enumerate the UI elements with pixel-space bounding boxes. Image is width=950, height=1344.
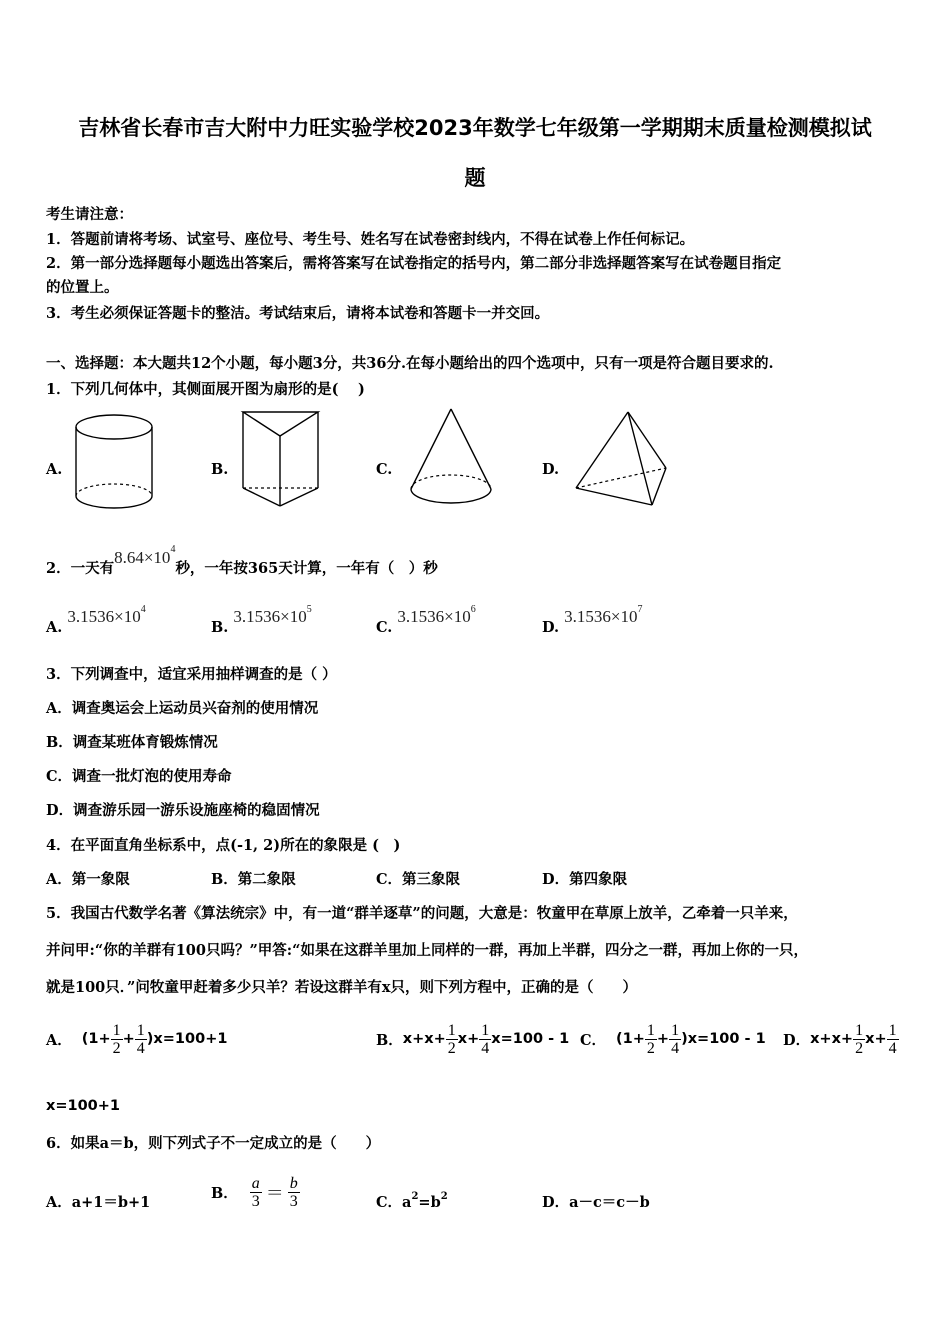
q4-option-b: B．第二象限	[211, 871, 296, 888]
q3-option-c: C．调查一批灯泡的使用寿命	[46, 768, 232, 785]
notice-item-3: 3．考生必须保证答题卡的整洁。考试结束后，请将本试卷和答题卡一并交回。	[46, 305, 550, 322]
q2-option-b: B. $3.1536\times 10^5$	[211, 604, 312, 636]
q6-option-d: D．a－c＝c－b	[542, 1194, 650, 1211]
notice-item-1: 1．答题前请将考场、试室号、座位号、考生号、姓名写在试卷密封线内，不得在试卷上作任何标记。	[46, 231, 695, 248]
q5-option-d: D． x+x+ $\frac{1}{2}$ x+ $\frac{1}{4}$	[783, 1021, 897, 1057]
q1-option-a-label: A.	[46, 461, 63, 478]
q3-option-b: B．调查某班体育锻炼情况	[46, 734, 218, 751]
q5-stem-line2: 并问甲:“你的羊群有100只吗？”甲答:“如果在这群羊里加上同样的一群，再加上半群，四分之一群，再加上你的一只，	[46, 942, 808, 959]
q2-stem-pre: 2．一天有	[46, 560, 115, 577]
q6-option-a: A．a+1＝b+1	[46, 1194, 151, 1211]
q1-stem: 1．下列几何体中，其侧面展开图为扇形的是( )	[46, 381, 365, 398]
triangular-pyramid-figure	[570, 408, 674, 512]
section-heading: 一、选择题：本大题共12个小题，每小题3分，共36分.在每小题给出的四个选项中，只有一项是符合题目要求的.	[46, 355, 774, 372]
exam-title-line1: 吉林省长春市吉大附中力旺实验学校2023年数学七年级第一学期期末质量检测模拟试	[78, 116, 872, 140]
q2-stem-post: 秒，一年按365天计算，一年有（ ）秒	[175, 560, 438, 577]
notice-item-2: 2．第一部分选择题每小题选出答案后，需将答案写在试卷指定的括号内，第二部分非选择题答案写在试卷题目指定	[46, 255, 782, 272]
q3-option-a: A．调查奥运会上运动员兴奋剂的使用情况	[46, 700, 319, 717]
q5-stem-line1: 5．我国古代数学名著《算法统宗》中，有一道“群羊逐草”的问题，大意是：牧童甲在草原上放羊，乙牵着一只羊来，	[46, 905, 798, 922]
q2-option-d: D. $3.1536\times 10^7$	[542, 604, 643, 636]
cone-figure	[405, 405, 497, 511]
q5-option-d-continued: x=100+1	[46, 1098, 121, 1114]
q4-stem: 4．在平面直角坐标系中，点(-1, 2)所在的象限是 ( )	[46, 837, 401, 854]
q5-option-a: A． (1+ $\frac{1}{2}$ + $\frac{1}{4}$ )x=100+1	[46, 1021, 228, 1057]
triangular-prism-figure	[238, 408, 328, 512]
q2-option-a: A. $3.1536\times 10^4$	[46, 604, 146, 636]
q2-option-c: C. $3.1536\times 10^6$	[376, 604, 476, 636]
q5-option-c: C． (1+ $\frac{1}{2}$ + $\frac{1}{4}$ )x=100 - 1	[580, 1021, 766, 1057]
q6-stem: 6．如果a＝b，则下列式子不一定成立的是（ ）	[46, 1135, 381, 1152]
exam-title-line2: 题	[464, 166, 486, 190]
q5-stem-line3: 就是100只．”问牧童甲赶着多少只羊？若设这群羊有x只，则下列方程中，正确的是（ ）	[46, 979, 637, 996]
notice-heading: 考生请注意：	[46, 206, 133, 223]
q1-option-c-label: C.	[376, 461, 393, 478]
q3-stem: 3．下列调查中，适宜采用抽样调查的是（ ）	[46, 666, 337, 683]
q1-option-b-label: B.	[211, 461, 229, 478]
q4-option-a: A．第一象限	[46, 871, 130, 888]
q5-option-b: B． x+x+ $\frac{1}{2}$ x+ $\frac{1}{4}$ x=100 - 1	[376, 1021, 570, 1057]
q3-option-d: D．调查游乐园一游乐设施座椅的稳固情况	[46, 802, 320, 819]
q4-option-c: C．第三象限	[376, 871, 461, 888]
q6-option-b: B． $\frac{a}{3}$ ＝ $\frac{b}{3}$	[211, 1174, 298, 1210]
q6-option-c: C．$a^2=b^2$	[376, 1191, 448, 1211]
q2-stem-number: $8.64\times 10^4$	[114, 544, 176, 567]
notice-item-2-cont: 的位置上。	[46, 279, 119, 296]
q1-option-d-label: D.	[542, 461, 560, 478]
q4-option-d: D．第四象限	[542, 871, 628, 888]
cylinder-figure	[72, 410, 162, 510]
q2-stem	[46, 544, 438, 578]
